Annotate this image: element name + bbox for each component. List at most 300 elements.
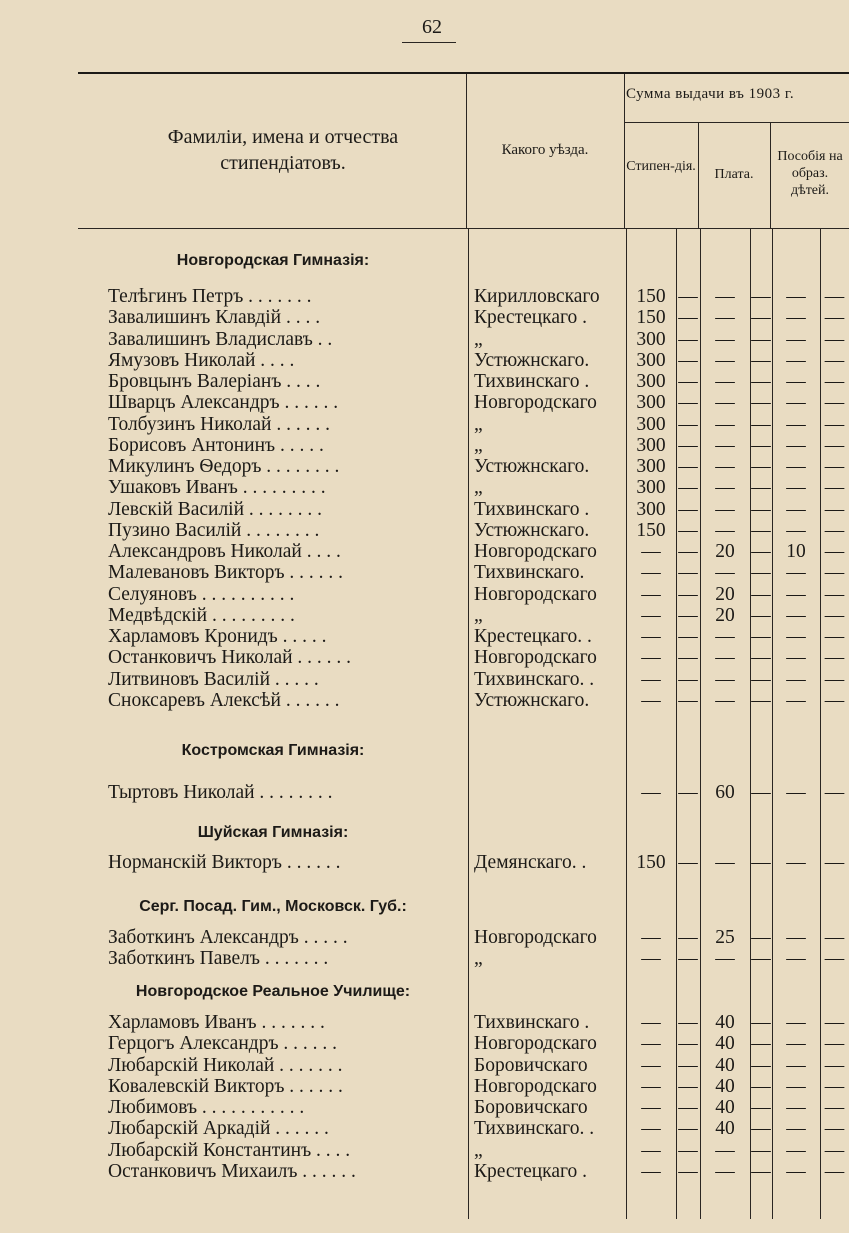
- dash-cell: —: [824, 852, 845, 873]
- dash-cell: —: [751, 689, 771, 711]
- dash-cell: —: [751, 519, 771, 541]
- table-row: [0, 520, 849, 541]
- table-row: [0, 1033, 849, 1054]
- aid-cell: —: [786, 1139, 806, 1161]
- aid-cell: —: [786, 604, 806, 626]
- fee-cell: —: [715, 498, 735, 520]
- student-name: Завалишинъ Владиславъ . .: [108, 328, 333, 350]
- dash-cell: —: [824, 927, 845, 948]
- dash-cell: —: [824, 456, 845, 477]
- dash-cell: —: [751, 349, 771, 371]
- fee-cell: —: [715, 852, 735, 873]
- dash-cell: —: [751, 948, 771, 970]
- district: Новгородскаго: [474, 647, 597, 669]
- district: Устюжнскаго.: [474, 349, 590, 371]
- stipend-cell: —: [641, 604, 661, 626]
- student-name: Толбузинъ Николай . . . . . .: [108, 413, 330, 435]
- dash-cell: —: [824, 1139, 845, 1161]
- district: Боровичскаго: [474, 1097, 588, 1118]
- fee-cell: —: [715, 371, 735, 392]
- student-name: Любарскій Аркадій . . . . . .: [108, 1118, 329, 1140]
- table-row: [0, 541, 849, 562]
- fee-cell: 20: [715, 541, 735, 562]
- dash-cell: —: [751, 392, 771, 414]
- stipend-cell: —: [641, 1118, 661, 1140]
- aid-cell: —: [786, 647, 806, 669]
- fee-cell: 40: [715, 1118, 735, 1140]
- stipend-cell: 300: [636, 371, 666, 392]
- district: Тихвинскаго .: [474, 371, 590, 392]
- dash-cell: —: [751, 604, 771, 626]
- stipend-cell: —: [641, 647, 661, 669]
- fee-cell: 40: [715, 1012, 735, 1033]
- stipend-cell: —: [641, 668, 661, 690]
- student-name: Малевановъ Викторъ . . . . . .: [108, 562, 344, 584]
- stipend-cell: —: [641, 1097, 661, 1118]
- district: Тихвинскаго.: [474, 562, 585, 584]
- dash-cell: —: [824, 519, 845, 541]
- table-row: [0, 307, 849, 328]
- stipend-cell: 150: [636, 852, 666, 873]
- dash-cell: —: [678, 562, 698, 584]
- district: Новгородскаго: [474, 583, 597, 605]
- table-row: [0, 605, 849, 626]
- student-name: Микулинъ Ѳедоръ . . . . . . . .: [108, 456, 340, 477]
- stipend-cell: 300: [636, 498, 666, 520]
- dash-cell: —: [751, 852, 771, 873]
- aid-cell: —: [786, 349, 806, 371]
- fee-cell: 40: [715, 1033, 735, 1055]
- table-row: [0, 1076, 849, 1097]
- district: Новгородскаго: [474, 392, 597, 414]
- dash-cell: —: [751, 307, 771, 329]
- dash-cell: —: [751, 626, 771, 647]
- student-name: Бровцынъ Валеріанъ . . . .: [108, 371, 321, 392]
- stipend-cell: —: [641, 1054, 661, 1076]
- district: Демянскаго. .: [474, 852, 587, 873]
- aid-cell: —: [786, 434, 806, 456]
- dash-cell: —: [824, 1160, 845, 1182]
- fee-cell: 40: [715, 1097, 735, 1118]
- header-divider: [624, 122, 849, 123]
- dash-cell: —: [678, 1033, 698, 1055]
- dash-cell: —: [751, 583, 771, 605]
- dash-cell: —: [678, 583, 698, 605]
- student-name: Харламовъ Иванъ . . . . . . .: [108, 1012, 325, 1033]
- stipend-cell: —: [641, 541, 661, 562]
- dash-cell: —: [678, 1054, 698, 1076]
- stipend-cell: 150: [636, 307, 666, 329]
- header-stipend-column: Стипен-дія.: [626, 159, 696, 174]
- fee-cell: 60: [715, 782, 735, 803]
- dash-cell: —: [824, 583, 845, 605]
- dash-cell: —: [751, 782, 771, 803]
- dash-cell: —: [751, 1075, 771, 1097]
- dash-cell: —: [678, 1118, 698, 1140]
- table-row: [0, 626, 849, 647]
- fee-cell: —: [715, 1160, 735, 1182]
- fee-cell: 40: [715, 1054, 735, 1076]
- dash-cell: —: [751, 541, 771, 562]
- aid-cell: —: [786, 852, 806, 873]
- dash-cell: —: [751, 668, 771, 690]
- fee-cell: —: [715, 392, 735, 414]
- student-name: Любимовъ . . . . . . . . . . .: [108, 1097, 305, 1118]
- fee-cell: 20: [715, 604, 735, 626]
- fee-cell: —: [715, 328, 735, 350]
- district: „: [474, 1139, 483, 1161]
- table-row: [0, 852, 849, 873]
- dash-cell: —: [751, 371, 771, 392]
- aid-cell: —: [786, 456, 806, 477]
- dash-cell: —: [678, 948, 698, 970]
- table-row: [0, 286, 849, 307]
- dash-cell: —: [824, 541, 845, 562]
- student-name: Норманскій Викторъ . . . . . .: [108, 852, 341, 873]
- stipend-cell: —: [641, 626, 661, 647]
- stipend-cell: 150: [636, 286, 666, 307]
- dash-cell: —: [678, 349, 698, 371]
- dash-cell: —: [751, 286, 771, 307]
- stipend-cell: —: [641, 948, 661, 970]
- table-row: [0, 669, 849, 690]
- table-row: [0, 782, 849, 803]
- dash-cell: —: [751, 1054, 771, 1076]
- dash-cell: —: [751, 498, 771, 520]
- section-title: Шуйская Гимназія:: [197, 824, 349, 841]
- aid-cell: —: [786, 392, 806, 414]
- district: Кирилловскаго: [474, 286, 600, 307]
- fee-cell: —: [715, 562, 735, 584]
- dash-cell: —: [678, 1075, 698, 1097]
- aid-cell: —: [786, 413, 806, 435]
- header-fee-column: Плата.: [714, 167, 754, 182]
- table-row: [0, 499, 849, 520]
- stipend-cell: —: [641, 1075, 661, 1097]
- student-name: Литвиновъ Василій . . . . .: [108, 668, 319, 690]
- dash-cell: —: [678, 413, 698, 435]
- header-district-column: Какого уѣзда.: [501, 142, 589, 158]
- header-divider: [698, 122, 699, 228]
- dash-cell: —: [824, 1054, 845, 1076]
- fee-cell: 40: [715, 1075, 735, 1097]
- aid-cell: —: [786, 371, 806, 392]
- district: Тихвинскаго .: [474, 498, 590, 520]
- dash-cell: —: [824, 562, 845, 584]
- fee-cell: —: [715, 1139, 735, 1161]
- dash-cell: —: [824, 604, 845, 626]
- dash-cell: —: [678, 392, 698, 414]
- stipend-cell: —: [641, 1012, 661, 1033]
- student-name: Завалишинъ Клавдій . . . .: [108, 307, 321, 329]
- dash-cell: —: [678, 307, 698, 329]
- fee-cell: —: [715, 689, 735, 711]
- fee-cell: 20: [715, 583, 735, 605]
- aid-cell: —: [786, 1097, 806, 1118]
- fee-cell: —: [715, 647, 735, 669]
- student-name: Левскій Василій . . . . . . . .: [108, 498, 323, 520]
- stipend-cell: —: [641, 927, 661, 948]
- dash-cell: —: [751, 1097, 771, 1118]
- dash-cell: —: [751, 1139, 771, 1161]
- aid-cell: —: [786, 307, 806, 329]
- dash-cell: —: [678, 519, 698, 541]
- student-name: Герцогъ Александръ . . . . . .: [108, 1033, 338, 1055]
- dash-cell: —: [678, 286, 698, 307]
- table-row: [0, 456, 849, 477]
- district: Устюжнскаго.: [474, 689, 590, 711]
- student-name: Останковичъ Михаилъ . . . . . .: [108, 1160, 356, 1182]
- fee-cell: —: [715, 519, 735, 541]
- dash-cell: —: [824, 477, 845, 499]
- aid-cell: —: [786, 1054, 806, 1076]
- dash-cell: —: [751, 328, 771, 350]
- dash-cell: —: [751, 1033, 771, 1055]
- fee-cell: —: [715, 434, 735, 456]
- aid-cell: —: [786, 1033, 806, 1055]
- aid-cell: —: [786, 583, 806, 605]
- student-name: Шварцъ Александръ . . . . . .: [108, 392, 339, 414]
- table-row: [0, 477, 849, 498]
- dash-cell: —: [824, 392, 845, 414]
- dash-cell: —: [824, 626, 845, 647]
- aid-cell: —: [786, 1118, 806, 1140]
- district: „: [474, 604, 483, 626]
- student-name: Любарскій Константинъ . . . .: [108, 1139, 351, 1161]
- district: Крестецкаго. .: [474, 626, 592, 647]
- stipend-cell: 300: [636, 456, 666, 477]
- dash-cell: —: [824, 782, 845, 803]
- dash-cell: —: [824, 1033, 845, 1055]
- header-names-column: Фамиліи, имена и отчества стипендіатовъ.: [167, 126, 399, 174]
- aid-cell: —: [786, 286, 806, 307]
- district: Новгородскаго: [474, 1075, 597, 1097]
- dash-cell: —: [751, 1118, 771, 1140]
- dash-cell: —: [824, 647, 845, 669]
- student-name: Телѣгинъ Петръ . . . . . . .: [108, 286, 312, 307]
- student-name: Харламовъ Кронидъ . . . . .: [108, 626, 327, 647]
- dash-cell: —: [824, 948, 845, 970]
- table-row: [0, 1118, 849, 1139]
- dash-cell: —: [751, 413, 771, 435]
- fee-cell: —: [715, 477, 735, 499]
- table-row: [0, 562, 849, 583]
- table-row: [0, 1140, 849, 1161]
- dash-cell: —: [678, 668, 698, 690]
- student-name: Ушаковъ Иванъ . . . . . . . . .: [108, 477, 326, 499]
- dash-cell: —: [751, 927, 771, 948]
- table-row: [0, 927, 849, 948]
- fee-cell: —: [715, 948, 735, 970]
- dash-cell: —: [824, 668, 845, 690]
- aid-cell: —: [786, 668, 806, 690]
- dash-cell: —: [824, 286, 845, 307]
- stipend-cell: —: [641, 1160, 661, 1182]
- dash-cell: —: [824, 1118, 845, 1140]
- dash-cell: —: [678, 498, 698, 520]
- stipend-cell: —: [641, 1033, 661, 1055]
- student-name: Борисовъ Антонинъ . . . . .: [108, 434, 324, 456]
- stipend-cell: 300: [636, 392, 666, 414]
- student-name: Сноксаревъ Алексѣй . . . . . .: [108, 689, 340, 711]
- aid-cell: —: [786, 1160, 806, 1182]
- header-divider: [466, 74, 467, 228]
- student-name: Заботкинъ Павелъ . . . . . . .: [108, 948, 329, 970]
- stipend-cell: 150: [636, 519, 666, 541]
- dash-cell: —: [824, 1075, 845, 1097]
- dash-cell: —: [824, 413, 845, 435]
- district: Крестецкаго .: [474, 307, 588, 329]
- fee-cell: —: [715, 668, 735, 690]
- table-row: [0, 414, 849, 435]
- district: Тихвинскаго .: [474, 1012, 590, 1033]
- table-row: [0, 329, 849, 350]
- student-name: Пузино Василій . . . . . . . .: [108, 519, 320, 541]
- stipend-cell: —: [641, 562, 661, 584]
- aid-cell: —: [786, 927, 806, 948]
- section-title: Новгородское Реальное Училище:: [135, 983, 411, 1000]
- dash-cell: —: [824, 349, 845, 371]
- fee-cell: —: [715, 307, 735, 329]
- page-number: 62: [422, 16, 442, 38]
- dash-cell: —: [824, 498, 845, 520]
- district: „: [474, 434, 483, 456]
- dash-cell: —: [751, 477, 771, 499]
- table-row: [0, 1055, 849, 1076]
- aid-cell: —: [786, 519, 806, 541]
- aid-cell: —: [786, 562, 806, 584]
- aid-cell: —: [786, 498, 806, 520]
- district: Тихвинскаго. .: [474, 668, 595, 690]
- table-row: [0, 350, 849, 371]
- dash-cell: —: [678, 371, 698, 392]
- student-name: Останковичъ Николай . . . . . .: [108, 647, 352, 669]
- district: „: [474, 477, 483, 499]
- fee-cell: —: [715, 349, 735, 371]
- stipend-cell: —: [641, 782, 661, 803]
- header-divider: [770, 122, 771, 228]
- stipend-cell: 300: [636, 328, 666, 350]
- stipend-cell: 300: [636, 434, 666, 456]
- fee-cell: —: [715, 626, 735, 647]
- aid-cell: —: [786, 782, 806, 803]
- dash-cell: —: [751, 647, 771, 669]
- dash-cell: —: [678, 328, 698, 350]
- table-row: [0, 371, 849, 392]
- table-row: [0, 584, 849, 605]
- fee-cell: —: [715, 456, 735, 477]
- student-name: Тыртовъ Николай . . . . . . . .: [108, 782, 333, 803]
- stipend-cell: 300: [636, 349, 666, 371]
- table-row: [0, 435, 849, 456]
- dash-cell: —: [678, 927, 698, 948]
- table-row: [0, 1161, 849, 1182]
- dash-cell: —: [678, 1012, 698, 1033]
- table-header: [78, 74, 849, 228]
- aid-cell: —: [786, 1075, 806, 1097]
- student-name: Медвѣдскій . . . . . . . . .: [108, 604, 295, 626]
- student-name: Ямузовъ Николай . . . .: [108, 349, 295, 371]
- dash-cell: —: [678, 477, 698, 499]
- aid-cell: —: [786, 689, 806, 711]
- dash-cell: —: [751, 434, 771, 456]
- dash-cell: —: [678, 604, 698, 626]
- dash-cell: —: [678, 1097, 698, 1118]
- header-aid-column: Пособія на образ. дѣтей.: [777, 149, 843, 198]
- dash-cell: —: [751, 456, 771, 477]
- district: „: [474, 948, 483, 970]
- dash-cell: —: [678, 647, 698, 669]
- dash-cell: —: [824, 307, 845, 329]
- student-name: Селуяновъ . . . . . . . . . .: [108, 583, 295, 605]
- dash-cell: —: [824, 1012, 845, 1033]
- section-title: Серг. Посад. Гим., Московск. Губ.:: [139, 898, 407, 915]
- section-title: Костромская Гимназія:: [181, 742, 365, 759]
- district: „: [474, 328, 483, 350]
- dash-cell: —: [678, 626, 698, 647]
- student-name: Заботкинъ Александръ . . . . .: [108, 927, 348, 948]
- aid-cell: —: [786, 1012, 806, 1033]
- stipend-cell: 300: [636, 413, 666, 435]
- dash-cell: —: [751, 1012, 771, 1033]
- dash-cell: —: [751, 562, 771, 584]
- district: Новгородскаго: [474, 541, 597, 562]
- stipend-cell: —: [641, 1139, 661, 1161]
- aid-cell: 10: [786, 541, 806, 562]
- dash-cell: —: [678, 1139, 698, 1161]
- table-row: [0, 392, 849, 413]
- fee-cell: —: [715, 286, 735, 307]
- table-row: [0, 647, 849, 668]
- student-name: Ковалевскій Викторъ . . . . . .: [108, 1075, 343, 1097]
- district: „: [474, 413, 483, 435]
- dash-cell: —: [824, 1097, 845, 1118]
- table-row: [0, 690, 849, 711]
- table-row: [0, 1097, 849, 1118]
- stipend-cell: —: [641, 583, 661, 605]
- district: Новгородскаго: [474, 1033, 597, 1055]
- page-number-rule: [402, 42, 456, 43]
- table-row: [0, 1012, 849, 1033]
- table-row: [0, 948, 849, 969]
- dash-cell: —: [678, 1160, 698, 1182]
- section-title: Новгородская Гимназія:: [176, 252, 370, 269]
- student-name: Александровъ Николай . . . .: [108, 541, 341, 562]
- district: Тихвинскаго. .: [474, 1118, 595, 1140]
- aid-cell: —: [786, 948, 806, 970]
- header-sum-title: Сумма выдачи въ 1903 г.: [626, 86, 795, 102]
- dash-cell: —: [824, 434, 845, 456]
- dash-cell: —: [678, 456, 698, 477]
- dash-cell: —: [678, 852, 698, 873]
- dash-cell: —: [678, 689, 698, 711]
- dash-cell: —: [678, 541, 698, 562]
- header-divider: [624, 74, 625, 228]
- fee-cell: —: [715, 413, 735, 435]
- aid-cell: —: [786, 328, 806, 350]
- dash-cell: —: [678, 434, 698, 456]
- fee-cell: 25: [715, 927, 735, 948]
- dash-cell: —: [824, 328, 845, 350]
- stipend-cell: —: [641, 689, 661, 711]
- district: Крестецкаго .: [474, 1160, 588, 1182]
- district: Устюжнскаго.: [474, 456, 590, 477]
- dash-cell: —: [824, 371, 845, 392]
- dash-cell: —: [678, 782, 698, 803]
- aid-cell: —: [786, 626, 806, 647]
- dash-cell: —: [824, 689, 845, 711]
- aid-cell: —: [786, 477, 806, 499]
